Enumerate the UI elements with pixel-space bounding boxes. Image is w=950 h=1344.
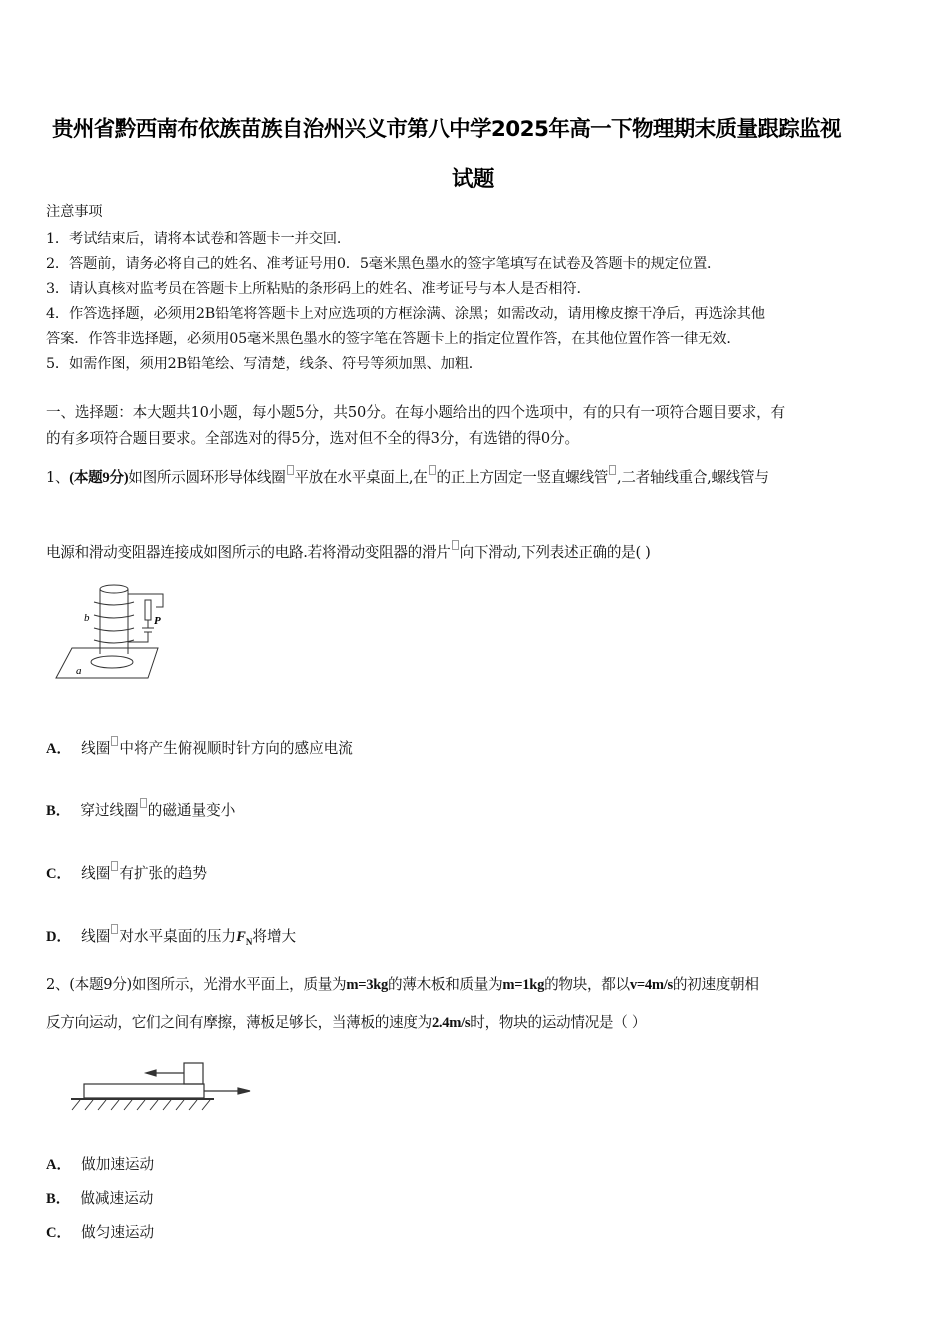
question-1-stem: 1、(本题9分)如图所示圆环形导体线圈 平放在水平桌面上,在 的正上方固定一竖直螺线管 ,二者轴线重合,螺线管与 bbox=[46, 465, 769, 487]
board-block-figure bbox=[66, 1058, 256, 1120]
section-instructions-cont: 的有多项符合题目要求。全部选对的得5分，选对但不全的得3分，有选错的得0分。 bbox=[46, 430, 579, 447]
notice-item: 4．作答选择题，必须用2B铅笔将答题卡上对应选项的方框涂满、涂黑；如需改动，请用橡皮擦干净后，再选涂其他 bbox=[46, 306, 765, 322]
missing-glyph-icon bbox=[140, 798, 147, 808]
page-title: 贵州省黔西南布依族苗族自治州兴义市第八中学2025年高一下物理期末质量跟踪监视 bbox=[52, 117, 841, 142]
missing-glyph-icon bbox=[287, 465, 294, 475]
label-b: b bbox=[84, 612, 90, 624]
q1-option-c[interactable]: C． 线圈 有扩张的趋势 bbox=[46, 861, 207, 883]
notice-item: 1．考试结束后，请将本试卷和答题卡一并交回． bbox=[46, 231, 351, 247]
missing-glyph-icon bbox=[111, 736, 118, 746]
q2-option-c[interactable]: C． 做匀速运动 bbox=[46, 1224, 155, 1241]
label-p: P bbox=[154, 615, 161, 627]
notice-item: 5．如需作图，须用2B铅笔绘、写清楚，线条、符号等须加黑、加粗． bbox=[46, 356, 483, 372]
label-a: a bbox=[76, 665, 82, 677]
q1-option-b[interactable]: B． 穿过线圈 的磁通量变小 bbox=[46, 798, 235, 820]
missing-glyph-icon bbox=[111, 861, 118, 871]
missing-glyph-icon bbox=[452, 540, 459, 550]
notice-item: 2．答题前，请务必将自己的姓名、准考证号用0．5毫米黑色墨水的签字笔填写在试卷及答题卡的规定位置． bbox=[46, 256, 722, 272]
notice-item: 答案．作答非选择题，必须用05毫米黑色墨水的签字笔在答题卡上的指定位置作答，在其他位置作答一律无效． bbox=[46, 331, 741, 347]
missing-glyph-icon bbox=[111, 924, 118, 934]
question-2-stem-cont: 反方向运动，它们之间有摩擦，薄板足够长，当薄板的速度为2.4m/s时，物块的运动情况是（ ） bbox=[46, 1014, 647, 1031]
question-2-stem: 2、(本题9分)如图所示，光滑水平面上，质量为m=3kg的薄木板和质量为m=1kg的物块，都以v=4m/s的初速度朝相 bbox=[46, 976, 759, 993]
page-title-cont: 试题 bbox=[452, 167, 494, 192]
notice-item: 3．请认真核对监考员在答题卡上所粘贴的条形码上的姓名、准考证号与本人是否相符． bbox=[46, 281, 591, 297]
question-1-stem-cont: 电源和滑动变阻器连接成如图所示的电路.若将滑动变阻器的滑片 向下滑动,下列表述正确的是( ) bbox=[46, 540, 651, 562]
q1-option-d[interactable]: D． 线圈 对水平桌面的压力$F_N$将增大 bbox=[46, 924, 296, 947]
missing-glyph-icon bbox=[429, 465, 436, 475]
q1-option-a[interactable]: A． 线圈 中将产生俯视顺时针方向的感应电流 bbox=[46, 736, 353, 758]
section-instructions: 一、选择题：本大题共10小题，每小题5分，共50分。在每小题给出的四个选项中，有的只有一项符合题目要求，有 bbox=[46, 404, 785, 421]
missing-glyph-icon bbox=[609, 465, 616, 475]
solenoid-ring-figure bbox=[50, 582, 165, 682]
q2-option-a[interactable]: A． 做加速运动 bbox=[46, 1156, 155, 1173]
notice-heading: 注意事项 bbox=[46, 204, 103, 220]
force-symbol: $F_N$ bbox=[236, 929, 253, 947]
q2-option-b[interactable]: B． 做减速运动 bbox=[46, 1190, 154, 1207]
